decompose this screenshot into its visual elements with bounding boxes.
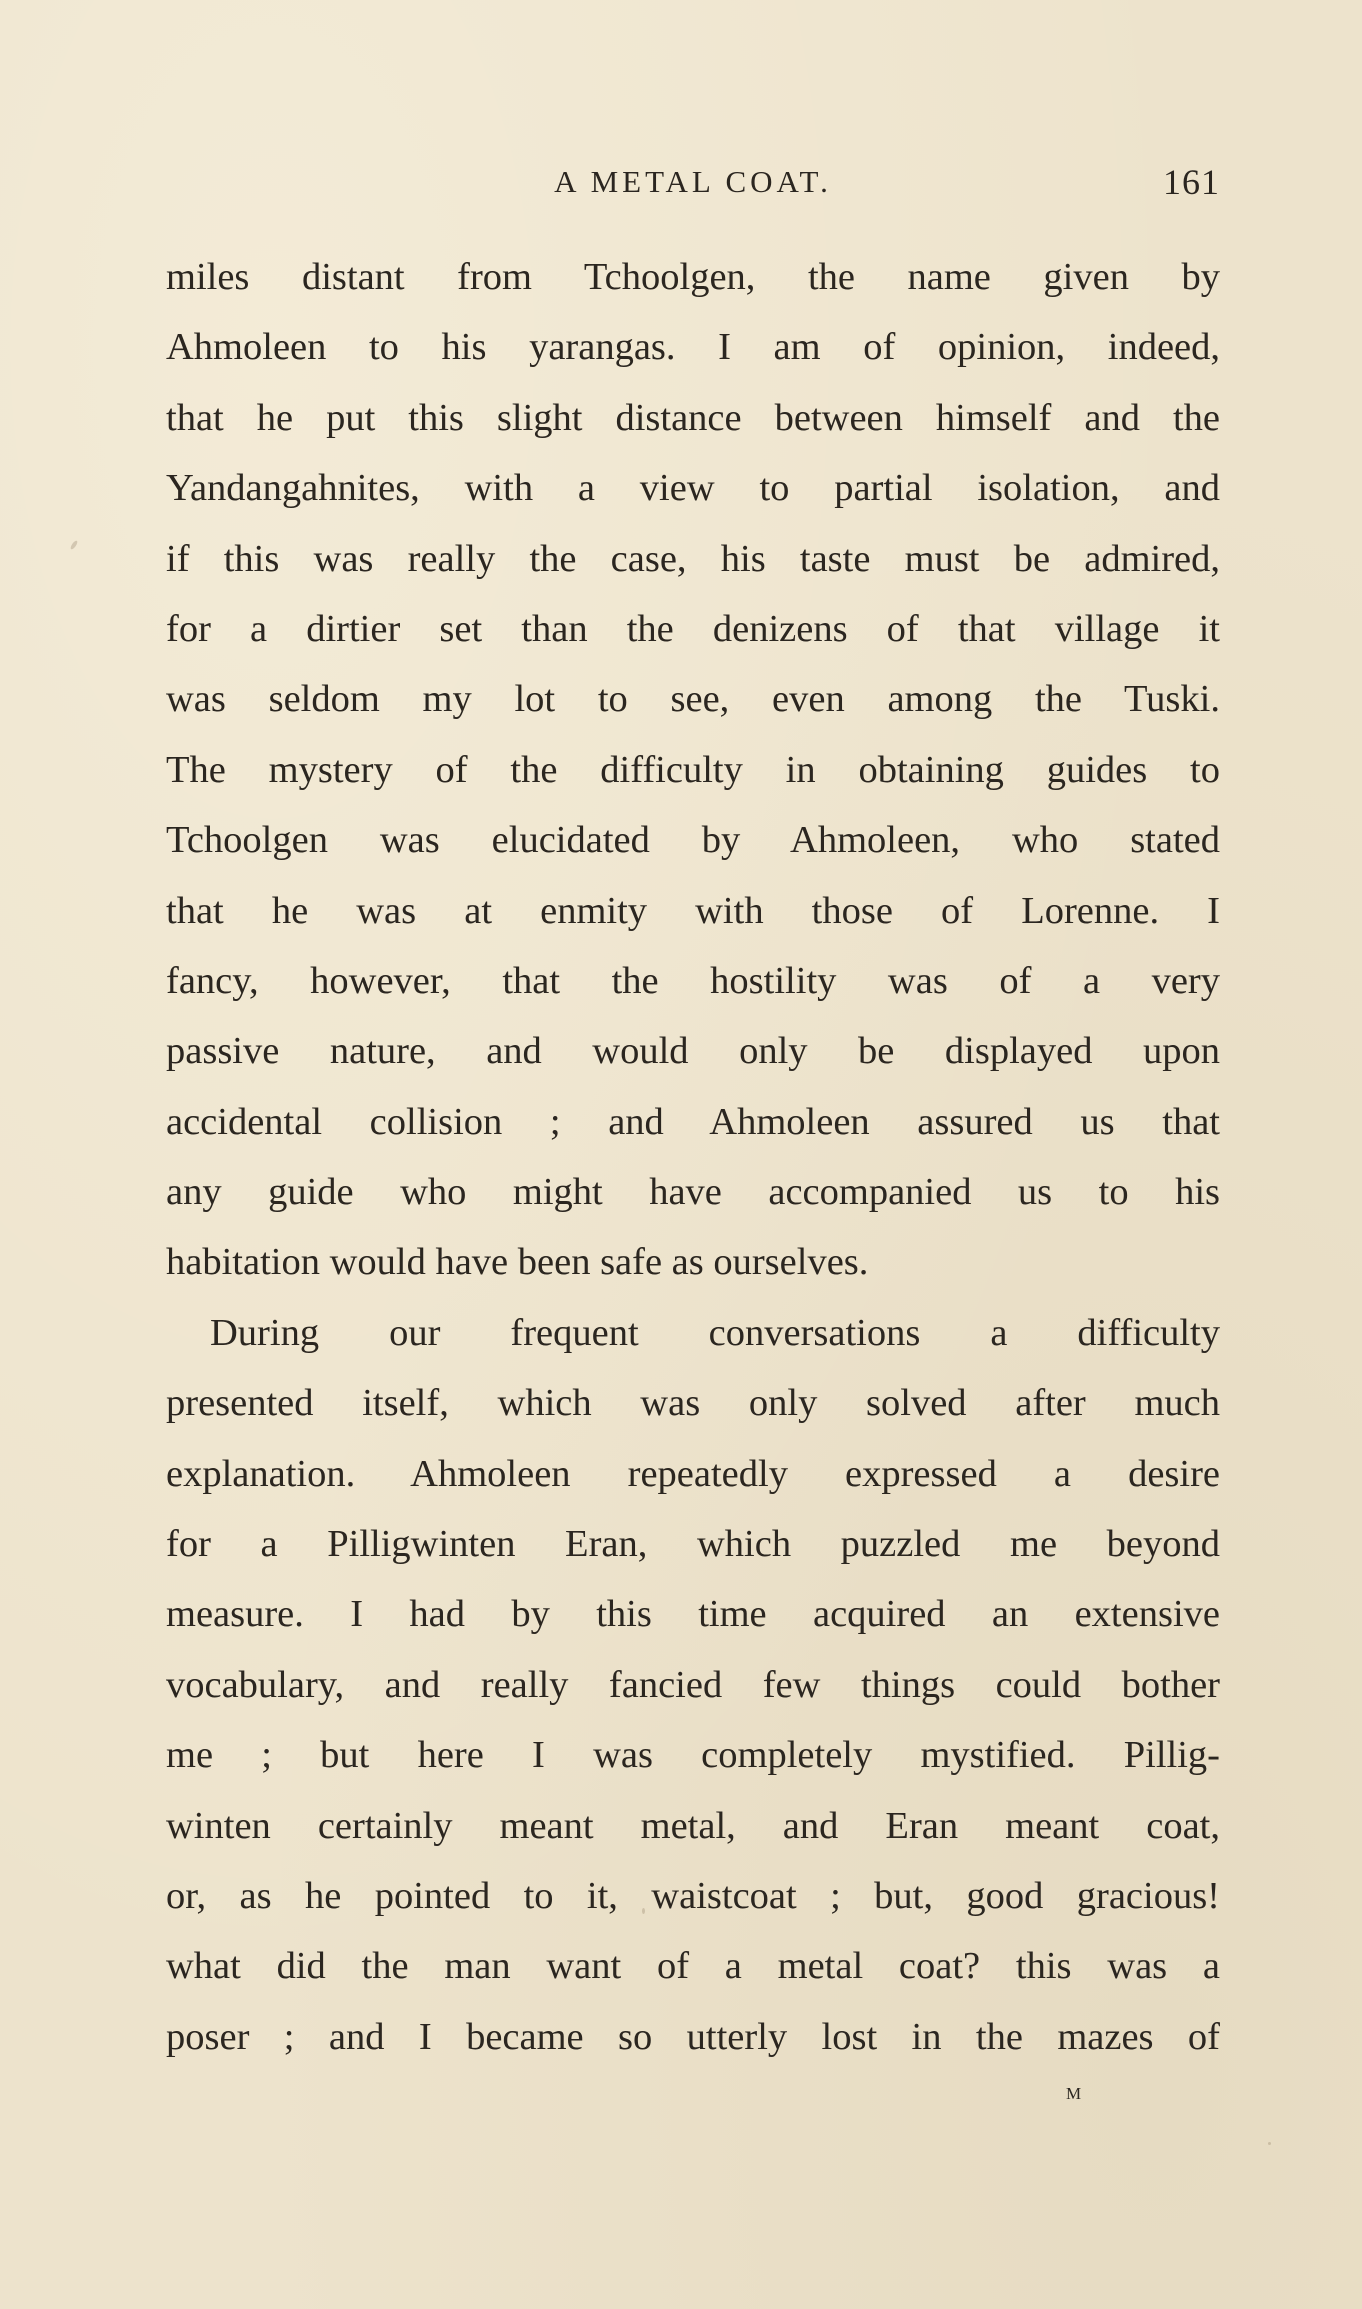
paper-blemish <box>642 1908 645 1914</box>
text-line: Ahmoleen to his yarangas. I am of opinion, indeed, <box>166 326 1220 369</box>
text-line: for a dirtier set than the denizens of that village it <box>166 607 1220 650</box>
text-line: presented itself, which was only solved after much <box>166 1382 1220 1425</box>
text-line: me ; but here I was completely mystified. Pillig- <box>166 1734 1220 1777</box>
paper-blemish <box>1268 2142 1271 2145</box>
text-line: habitation would have been safe as ourselves. <box>166 1241 869 1284</box>
page-number: 161 <box>1163 162 1220 202</box>
text-line: that he was at enmity with those of Lorenne. I <box>166 889 1220 932</box>
text-line: accidental collision ; and Ahmoleen assured us that <box>166 1100 1220 1143</box>
text-line: explanation. Ahmoleen repeatedly expressed a desire <box>166 1452 1220 1495</box>
text-line: passive nature, and would only be displayed upon <box>166 1030 1220 1073</box>
text-line: or, as he pointed to it, waistcoat ; but, good gracious! <box>166 1874 1220 1917</box>
signature-mark: M <box>1065 2084 1083 2103</box>
text-line: any guide who might have accompanied us to his <box>166 1171 1220 1214</box>
text-line: During our frequent conversations a difficulty <box>210 1311 1220 1354</box>
running-head-title: A METAL COAT. <box>554 164 832 199</box>
text-line: if this was really the case, his taste must be admired, <box>166 537 1220 580</box>
text-line: winten certainly meant metal, and Eran meant coat, <box>166 1804 1220 1847</box>
text-line: fancy, however, that the hostility was of a very <box>166 959 1220 1002</box>
text-line: measure. I had by this time acquired an extensive <box>166 1593 1220 1636</box>
text-line: for a Pilligwinten Eran, which puzzled me beyond <box>166 1523 1220 1566</box>
body-text <box>166 247 1220 2077</box>
text-line: Yandangahnites, with a view to partial isolation, and <box>166 467 1220 510</box>
running-head <box>166 160 1220 204</box>
text-line: that he put this slight distance between himself and the <box>166 396 1220 439</box>
text-line: was seldom my lot to see, even among the Tuski. <box>166 678 1220 721</box>
text-line: The mystery of the difficulty in obtaining guides to <box>166 748 1220 791</box>
text-line: what did the man want of a metal coat? this was a <box>166 1945 1220 1988</box>
text-line: miles distant from Tchoolgen, the name given by <box>166 256 1220 298</box>
text-line: poser ; and I became so utterly lost in the mazes of <box>166 2015 1220 2058</box>
text-line: Tchoolgen was elucidated by Ahmoleen, who stated <box>166 819 1220 862</box>
paper-blemish <box>69 540 78 550</box>
text-line: vocabulary, and really fancied few things could bother <box>166 1663 1220 1706</box>
